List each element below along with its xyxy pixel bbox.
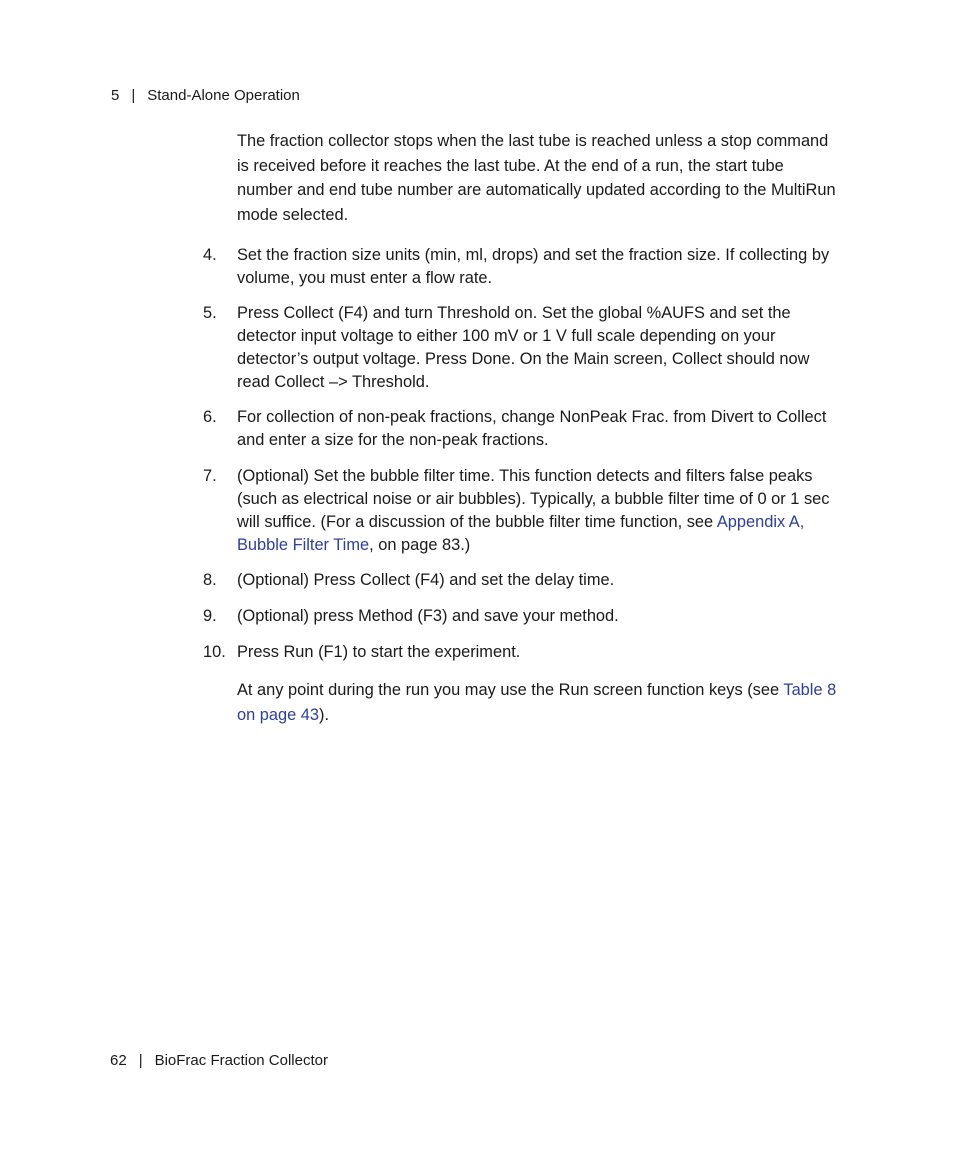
step-text: Set the fraction size units (min, ml, drops) and set the fraction size. If collecting by volume, you must enter a flow rate. [237, 246, 830, 287]
step-text: For collection of non-peak fractions, change NonPeak Frac. from Divert to Collect and enter a size for the non-peak fractions. [237, 408, 827, 449]
header-separator: | [131, 87, 136, 104]
step-number: 8. [203, 571, 217, 589]
closing-paragraph [237, 678, 837, 727]
step-text: Press Collect (F4) and turn Threshold on. Set the global %AUFS and set the detector input voltage to either 100 mV or 1 V full scale depending on your detector’s output voltage. Press Done. On the Main screen, Collect should now read Collect –> Threshold. [237, 304, 810, 391]
step-number: 10. [203, 643, 226, 661]
step-text: (Optional) press Method (F3) and save your method. [237, 607, 619, 625]
chapter-number: 5 [111, 87, 120, 104]
step-number: 5. [203, 304, 217, 322]
step-text: (Optional) Press Collect (F4) and set the delay time. [237, 571, 615, 589]
product-name: BioFrac Fraction Collector [154, 1052, 328, 1069]
chapter-title: Stand-Alone Operation [147, 87, 300, 104]
intro-paragraph: The fraction collector stops when the last tube is reached unless a stop command is received before it reaches the last tube. At the end of a run, the start tube number and end tube number are automatically updated according to the MultiRun mode selected. [237, 132, 836, 224]
footer-separator: | [138, 1052, 143, 1069]
step-number: 6. [203, 408, 217, 426]
step-text-after: , on page 83.) [369, 536, 471, 554]
step-text-before: (Optional) Set the bubble filter time. This function detects and filters false peaks (such as electrical noise or air bubbles). Typically, a bubble filter time of 0 or 1 sec will suffice. (For a discussion of the bubble filter time function, see [237, 467, 830, 531]
closing-text-before: At any point during the run you may use the Run screen function keys (see [237, 681, 784, 699]
step-number: 7. [203, 467, 217, 485]
page-number: 62 [110, 1052, 127, 1069]
appendix-link[interactable]: Appendix A, Bubble Filter Time [237, 513, 805, 554]
table-link[interactable]: Table 8 on page 43 [237, 681, 837, 724]
step-text: Press Run (F1) to start the experiment. [237, 643, 521, 661]
step-number: 9. [203, 607, 217, 625]
closing-text-after: ). [319, 705, 330, 724]
step-number: 4. [203, 246, 217, 264]
running-header [111, 87, 300, 105]
step-text [237, 465, 837, 557]
running-footer [110, 1052, 328, 1070]
